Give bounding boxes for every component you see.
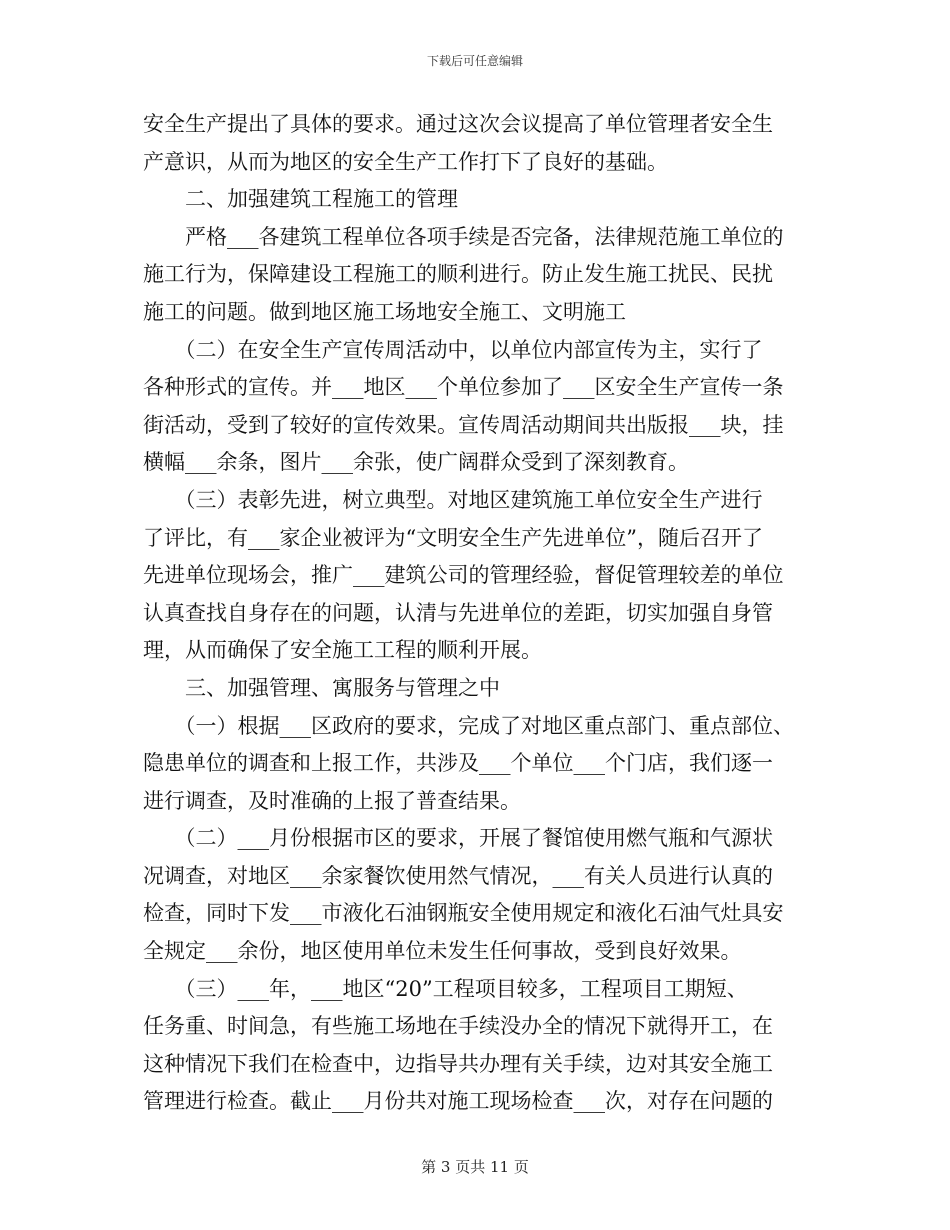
text-line: 全规定___余份，地区使用单位未发生任何事故，受到良好效果。 <box>143 939 742 964</box>
text-line: 产意识，从而为地区的安全生产工作打下了良好的基础。 <box>143 149 668 174</box>
text-line: 管理进行检查。截止___月份共对施工现场检查___次，对存在问题的 <box>143 1089 773 1114</box>
section-heading: 三、加强管理、寓服务与管理之中 <box>143 675 500 700</box>
text-line: 检查，同时下发___市液化石油钢瓶安全使用规定和液化石油气灶具安 <box>143 901 784 926</box>
text-line: （三）表彰先进，树立典型。对地区建筑施工单位安全生产进行 <box>143 487 763 512</box>
text-line: 进行调查，及时准确的上报了普查结果。 <box>143 788 521 813</box>
text-line: 施工行为，保障建设工程施工的顺利进行。防止发生施工扰民、民扰 <box>143 262 773 287</box>
text-line: （一）根据___区政府的要求，完成了对地区重点部门、重点部位、 <box>143 713 794 738</box>
text-line: 况调查，对地区___余家餐饮使用然气情况，___有关人员进行认真的 <box>143 863 773 888</box>
text-line: （三）___年，___地区“20”工程项目较多，工程项目工期短、 <box>143 976 748 1001</box>
text-line: 这种情况下我们在检查中，边指导共办理有关手续，边对其安全施工 <box>143 1051 773 1076</box>
text-line: 了评比，有___家企业被评为“文明安全生产先进单位”，随后召开了 <box>143 525 763 550</box>
text-line: 安全生产提出了具体的要求。通过这次会议提高了单位管理者安全生 <box>143 112 773 136</box>
text-line: 施工的问题。做到地区施工场地安全施工、文明施工 <box>143 299 626 324</box>
text-line: （二）在安全生产宣传周活动中，以单位内部宣传为主，实行了 <box>143 337 763 362</box>
text-line: 街活动，受到了较好的宣传效果。宣传周活动期间共出版报___块，挂 <box>143 412 784 437</box>
text-line: （二）___月份根据市区的要求，开展了餐馆使用燃气瓶和气源状 <box>143 826 773 851</box>
text-line: 横幅___余条，图片___余张，使广阔群众受到了深刻教育。 <box>143 450 689 475</box>
text-line: 任务重、时间急，有些施工场地在手续没办全的情况下就得开工，在 <box>143 1014 773 1039</box>
page-header: 下载后可任意编辑 <box>426 54 523 68</box>
text-line: 理，从而确保了安全施工工程的顺利开展。 <box>143 638 542 663</box>
text-line: 严格___各建筑工程单位各项手续是否完备，法律规范施工单位的 <box>143 224 784 249</box>
text-line: 认真查找自身存在的问题，认清与先进单位的差距，切实加强自身管 <box>143 600 773 625</box>
text-line: 各种形式的宣传。并___地区___个单位参加了___区安全生产宣传一条 <box>143 375 784 400</box>
text-line: 隐患单位的调查和上报工作，共涉及___个单位___个门店，我们逐一 <box>143 751 773 776</box>
page-footer: 第 3 页共 11 页 <box>421 1158 529 1176</box>
section-heading: 二、加强建筑工程施工的管理 <box>143 187 458 212</box>
text-line: 先进单位现场会，推广___建筑公司的管理经验，督促管理较差的单位 <box>143 563 784 588</box>
document-body <box>143 106 823 1121</box>
